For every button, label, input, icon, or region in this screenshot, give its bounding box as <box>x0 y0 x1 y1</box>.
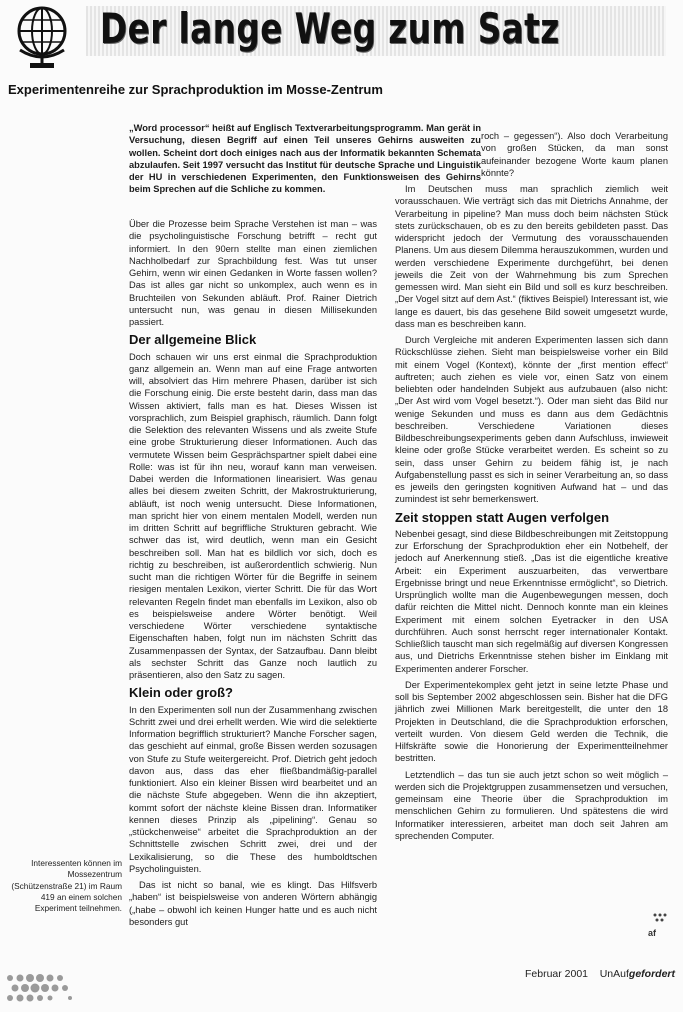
left-paragraph-1: Über die Prozesse beim Sprache Verstehen ist man – was die psycholinguistische Forschung betrifft – recht gut informiert. In den 90ern stellte man einen ziemlichen Nachholbedarf zur Sprachbildung fest. Was tut unser Gehirn, wenn wir einen Gedanken in Worte fassen wollen? Das ist alles gar nicht so unkomplex, auch wenn es in Bruchteilen von Sekunden abläuft. Prof. Rainer Dietrich untersucht nun, was genau in diesen Millisekunden passiert. <box>129 219 377 327</box>
left-paragraph-2: Doch schauen wir uns erst einmal die Sprachproduktion ganz allgemein an. Wenn man auf eine Frage antworten will, absolviert das Hirn mehrere Phasen, darüber ist sich die Forschung einig. Die erste besteht darin, dass man das Wissen aktiviert, falls man es hat. Dieses Wissen ist vorsprachlich, zum Beispiel graphisch, räumlich. Dann folgt die Selektion des relevanten Wissens und als zweite Stufe eine grobe Strukturierung dieser Informationen. Auch das vermutete Wissen beim Gesprächspartner spielt dabei eine Rolle: was ist für ihn neu, worauf kann man verweisen. Dabei werden die Informationen linearisiert. Was genau alles bei diesem zweiten Schritt, der Makrostrukturierung, abläuft, ist noch wenig untersucht. Diese Informationen, man spricht hier von einem mentalen Modell, werden nun im dritten Schritt auf begriffliche Strukturen gebracht. Wie schwer das ist, wird deutlich, wenn man ein Gesicht beschreiben soll. Man hat es bildlich vor sich, doch es richtig zu beschreiben, ist außerordentlich schwierig. Nun sucht man die richtigen Wörter für die Begriffe in seinem riesigen mentalen Lexikon, vierter Schritt. Die für das Wort relevanten Regeln findet man ebenfalls im Lexikon, also ob es beispielsweise andere Wörter benötigt. Weil verschiedene Wörter verschiedene syntaktische Eigenschaften haben, folgt nun im nächsten Schritt das Zusammenpassen der Syntax, der Satzaufbau. Dann bleibt als sechster Schritt das Ganze noch lautlich zu präsentieren, also den Satz zu sagen. <box>129 351 377 680</box>
left-paragraph-3: In den Experimenten soll nun der Zusammenhang zwischen Schritt zwei und drei erhellt werden. Wie wird die selektierte Information begrifflich strukturiert? Manche Forscher sagen, das geschieht auf einmal, große Bissen werden sozusagen von Stufe zu Stufe weitergereicht. Prof. Dietrich geht jedoch davon aus, dass das eher fließbandmäßig-parallel funktioniert. Also ein kleiner Bissen wird bearbeitet und an die nächste Stufe abgegeben. Wenn die ihn akzeptiert, kommt sofort der nächste kleine Bissen dran. Informatiker kennen dieses Prinzip als „pipelining“. Genau so „stückchenweise“ arbeitet die Sprachproduktion an der Schnittstelle zwischen Schritt zwei, drei und der Lexikalisierung, so die These des humboldtschen Psycholinguisten. <box>129 704 377 874</box>
footer-brand-part-1: UnAuf <box>599 968 629 980</box>
sidebar-note: Interessenten können im Mossezentrum (Schützenstraße 21) im Raum 419 an einem solchen Experiment teilnehmen. <box>11 858 122 914</box>
left-column <box>129 130 377 932</box>
globe-icon <box>12 4 74 70</box>
page-subtitle: Experimentenreihe zur Sprachproduktion im Mosse-Zentrum <box>8 82 383 97</box>
halftone-dots-small <box>652 912 668 926</box>
right-paragraph-5: Letztendlich – das tun sie auch jetzt schon so weit möglich – werden sich die Projektgruppen zusammensetzen und versuchen, gemeinsam eine Theorie über die Sprachproduktion im menschlichen Gehirn zu formulieren. Und spätestens die wird Informatiker interessieren, arbeitet man doch seit Jahren am sprechenden Computer. <box>395 769 668 841</box>
author-signature: af <box>648 928 657 938</box>
left-paragraph-4: Das ist nicht so banal, wie es klingt. Das Hilfsverb „haben“ ist beispielsweise von anderen Wörtern abhängig („habe – obwohl ich keinen Hunger hatte und es auch nicht besonders gut <box>129 880 377 927</box>
intro-paragraph: „Word processor“ heißt auf Englisch Textverarbeitungsprogramm. Man gerät in Versuchung, diesen Begriff auf einen Teil unseres Gehirns ausweiten zu wollen. Scheint dort doch einiges nach aus der Informatik bekannten Schemata abzulaufen. Seit 1997 versucht das Institut für deutsche Sprache und Linguistik der HU in verschiedenen Experimenten, den Funktionsweisen des Gehirns beim Sprechen auf die Schliche zu kommen. <box>129 123 481 195</box>
footer-brand-part-2: gefordert <box>628 968 675 980</box>
heading-zeit-stoppen: Zeit stoppen statt Augen verfolgen <box>395 509 610 525</box>
right-paragraph-1: Im Deutschen muss man sprachlich ziemlich weit vorausschauen. Wie verträgt sich das mit Dietrichs Annahme, der Verarbeitung in pipeline? Man muss doch beim nächsten Stück stets zurückschauen, ob es zu den bereits gebildeten passt. Das widerspricht jedoch der Vermutung des vorausschauenden Planens. Um aus diesem Dilemma herauszukommen, wurden und werden verschiedene Experimente durchgeführt, bei denen jeweils die Zeit von der Wahrnehmung bis zum Sprechen gemessen wird. Man sieht ein Bild und soll es kurz beschreiben. „Der Vogel sitzt auf dem Ast.“ (fiktives Beispiel) Interessant ist, wie lange es dauert, bis das gesehene Bild soweit umgesetzt wurde, dass man es beschreiben kann. <box>395 184 668 329</box>
right-column <box>395 130 668 846</box>
right-paragraph-0: roch – gegessen“). Also doch Verarbeitung von großen Stücken, da man sonst aufeinander bezogene Worte kaum planen könnte? <box>481 131 668 178</box>
page-title: Der lange Weg zum Satz <box>100 4 560 53</box>
page-footer <box>470 968 675 980</box>
halftone-dots <box>4 970 86 1006</box>
heading-allgemeine-blick: Der allgemeine Blick <box>129 332 257 348</box>
heading-klein-oder-gross: Klein oder groß? <box>129 685 233 701</box>
right-paragraph-2: Durch Vergleiche mit anderen Experimenten lassen sich dann Rückschlüsse ziehen. Sieht man beispielsweise vorher ein Bild mit einem Vogel (Kontext), könnte der „first mention effect“ auftreten; auch ziehen es viele vor, einen Satz von einem beliebten oder handelnden Subjekt aus aufzubauen (also nicht: „Der Ast wird vom Vogel besetzt.“). Oder man sieht das Bild nur wenige Sekunden und muss es dann aus dem Gedächtnis beschreiben. Verschiedene Variationen dieses Bildbeschreibungsexperiments geben dann Aufschluss, inwieweit kleine oder große Stücke verarbeitet werden. Es scheint so zu sein, dass unser Gehirn zu beidem fähig ist, je nach Aufgabenstellung passt es sich in seiner Verarbeitung an, so dass es jeweils den geringsten kognitiven Aufwand hat – und das zumindest ist sehr bemerkenswert. <box>395 335 668 505</box>
footer-date: Februar 2001 <box>524 968 589 980</box>
right-paragraph-4: Der Experimentekomplex geht jetzt in seine letzte Phase und soll bis September 2002 abgeschlossen sein. Bisher hat die DFG jährlich zwei Millionen Mark bereitgestellt, die unter den 18 Projekten in Deutschland, die die Sprachproduktion erforschen, verteilt wurden. Von diesem Geld werden die Technik, die Hilfskräfte sowie die Honorierung der Experimentteilnehmer bestritten. <box>395 679 668 764</box>
right-paragraph-3: Nebenbei gesagt, sind diese Bildbeschreibungen mit Zeitstoppung zur Erforschung der Sprachproduktion eher ein Notbehelf, der jedoch auf Anerkennung stieß. „Das ist die eigentliche kreative Arbeit: ein Experiment auszuarbeiten, das verwertbare Ergebnisse bringt und neue Erkenntnisse ermöglicht“, so Dietrich. Ursprünglich wollte man die Augenbewegungen messen, doch dafür reichten die Mittel nicht. Dennoch konnte man ein kleines Experiment mit einem solchen Eyetracker in den USA durchführen. Auch sonst herrscht reger internationaler Kontakt. Schließlich tauscht man sich regelmäßig auf diversen Kongressen aus, und Dietrichs Erkenntnisse stehen bisher im Einklang mit Experimenten anderer Forscher. <box>395 528 668 674</box>
